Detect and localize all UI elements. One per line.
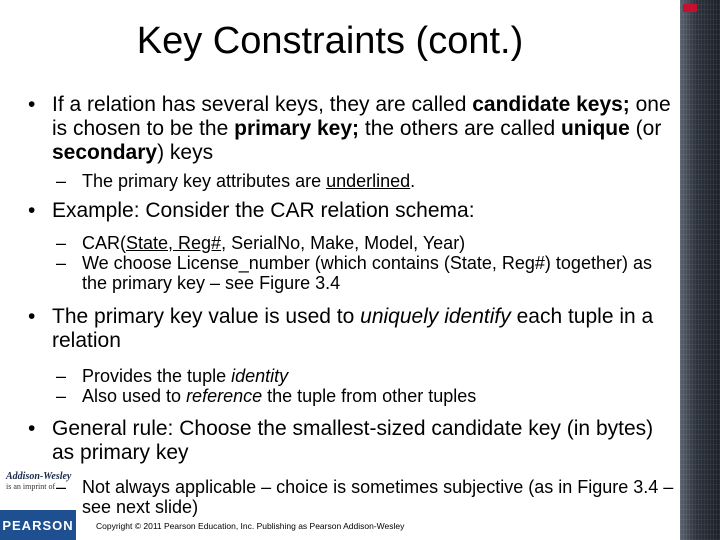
bullet-marker: • [28, 93, 36, 116]
text-run: the others are called [359, 117, 561, 140]
sub-bullet-car-schema [28, 233, 676, 253]
dash-marker: – [56, 253, 67, 273]
text-run: General rule: Choose the smallest-sized candidate key (in bytes) as primary key [52, 417, 654, 464]
term-primary-key: primary key; [234, 117, 360, 140]
text-run: If a relation has several keys, they are called [52, 93, 473, 116]
addison-wesley-logo [6, 471, 74, 503]
dash-marker: – [56, 171, 67, 191]
sub-bullet-license-number [28, 253, 676, 293]
text-run: Also used to [82, 386, 187, 406]
slide-title: Key Constraints (cont.) [136, 20, 524, 62]
text-run: Not always applicable – choice is sometimes subjective (as in Figure 3.4 – see next slide) [82, 477, 674, 517]
bullet-marker: • [28, 305, 36, 328]
text-run: (or [629, 117, 662, 140]
sub-bullet-not-always [28, 477, 676, 517]
text-run: ) keys [157, 141, 214, 164]
text-run: one is chosen to be the [52, 93, 671, 140]
bullet-marker: • [28, 417, 36, 440]
bullet-primary-key-value [28, 305, 676, 353]
band-accent-mark [683, 4, 697, 12]
bullet-example [28, 199, 676, 223]
bullet-general-rule [28, 417, 676, 465]
addison-wesley-wordmark: Addison-Wesley [6, 471, 72, 482]
slide-body [28, 93, 676, 517]
text-run: Provides the tuple [82, 366, 232, 386]
sub-bullet-identity [28, 366, 676, 386]
sub-bullet-underlined [28, 171, 676, 191]
text-run: CAR( [82, 233, 126, 253]
bullet-marker: • [28, 199, 36, 222]
pearson-logo: PEARSON [0, 510, 76, 540]
text-run: The primary key value is used to [52, 305, 361, 328]
text-run: Example: Consider the CAR relation schema: [52, 199, 475, 222]
text-run: , SerialNo, Make, Model, Year) [221, 233, 466, 253]
imprint-text: is an imprint of [6, 482, 56, 491]
emphasis-reference: reference [186, 386, 263, 406]
term-candidate-keys: candidate keys; [472, 93, 630, 116]
text-run: The primary key attributes are [82, 171, 327, 191]
right-decorative-band [680, 0, 720, 540]
term-unique: unique [560, 117, 630, 140]
dash-marker: – [56, 386, 67, 406]
text-run: the tuple from other tuples [262, 386, 477, 406]
key-attributes: State, Reg# [126, 233, 222, 253]
text-run: each tuple in a relation [52, 305, 654, 352]
term-secondary: secondary [52, 141, 158, 164]
sub-bullet-reference [28, 386, 676, 406]
text-run: . [410, 171, 416, 191]
underlined-word: underlined [326, 171, 411, 191]
copyright-footer: Copyright © 2011 Pearson Education, Inc. Publishing as Pearson Addison-Wesley [96, 521, 405, 531]
dash-marker: – [56, 477, 67, 497]
dash-marker: – [56, 366, 67, 386]
bullet-candidate-keys [28, 93, 676, 165]
text-run: We choose License_number (which contains (State, Reg#) together) as the primary key – see Figure 3.4 [82, 253, 652, 293]
emphasis-identity: identity [231, 366, 289, 386]
dash-marker: – [56, 233, 67, 253]
emphasis-uniquely-identify: uniquely identify [360, 305, 511, 328]
